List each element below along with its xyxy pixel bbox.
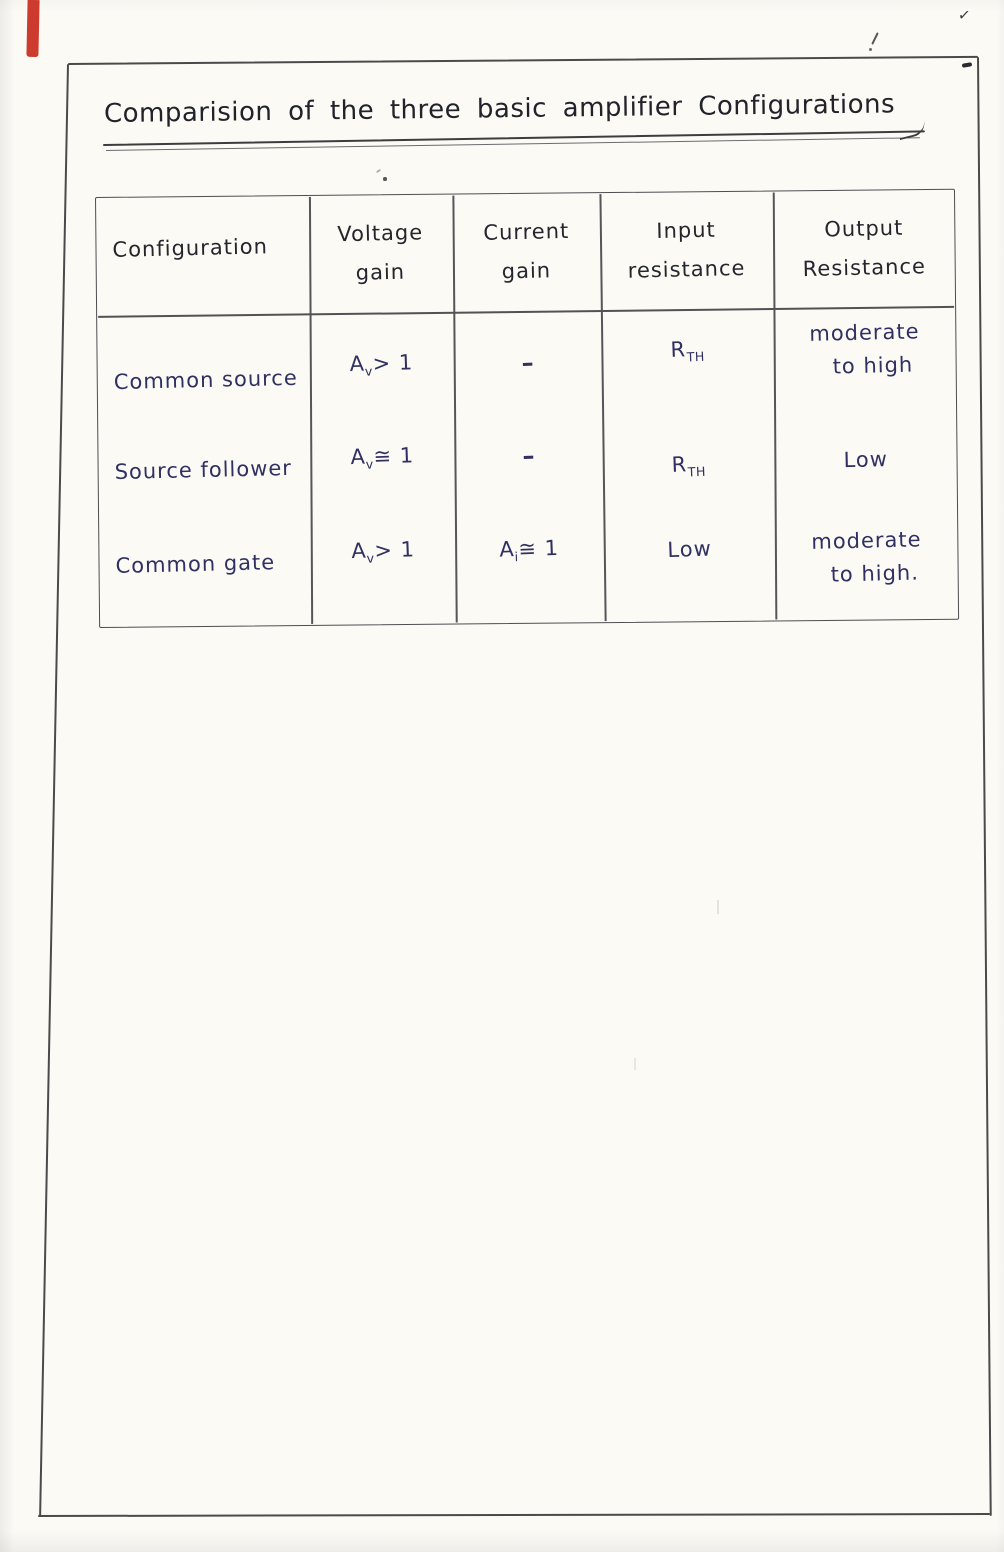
input-resistance-value: Low — [666, 535, 713, 562]
page-border-top — [68, 56, 978, 65]
configuration-value: Source follower — [114, 455, 293, 485]
cell-voltage-gain-r2 — [310, 416, 455, 521]
ink-dot-mark-small — [869, 48, 872, 51]
configuration-value: Common gate — [115, 549, 276, 578]
output-resistance-line1: moderate — [809, 318, 921, 346]
header-cell-voltage-gain — [308, 194, 453, 313]
output-resistance-line2: to high — [832, 352, 914, 378]
comparison-table — [95, 189, 959, 628]
header-cell-current-gain — [452, 192, 601, 311]
cell-current-gain-r1 — [453, 310, 602, 415]
input-resistance-value: RTH — [670, 336, 705, 364]
configuration-value: Common source — [113, 365, 299, 395]
header-label: gain — [501, 258, 552, 284]
header-label: resistance — [627, 255, 746, 283]
header-cell-configuration — [95, 195, 309, 315]
voltage-gain-value: Av> 1 — [349, 349, 415, 379]
header-label: Configuration — [112, 234, 269, 262]
current-gain-value: – — [521, 441, 536, 471]
output-resistance-line1: moderate — [811, 527, 923, 554]
ink-smudge-mark — [376, 169, 381, 174]
ink-dash-mark — [962, 62, 973, 68]
header-label: Voltage — [337, 220, 424, 247]
page-title: Comparision of the three basic amplifier Configurations — [103, 89, 896, 129]
cell-input-resistance-r2 — [602, 412, 775, 518]
cell-output-resistance-r2 — [774, 411, 958, 517]
cell-config-common-gate — [98, 521, 312, 628]
cell-voltage-gain-r3 — [311, 520, 456, 626]
header-label: Current — [483, 218, 570, 245]
red-margin-strip — [26, 0, 39, 57]
title-underline-flick — [897, 120, 928, 140]
cell-output-resistance-r1 — [773, 307, 957, 413]
output-resistance-line2: to high. — [830, 560, 920, 587]
paper-speck — [717, 900, 719, 914]
header-label: Resistance — [802, 254, 927, 282]
voltage-gain-value: Av≅ 1 — [350, 442, 415, 472]
table-grid — [95, 189, 959, 628]
cell-input-resistance-r1 — [601, 308, 774, 414]
ink-slash-mark — [871, 32, 878, 45]
cell-current-gain-r2 — [454, 414, 603, 519]
paper-speck — [634, 1058, 636, 1070]
header-label: Output — [824, 215, 904, 242]
checkmark-annotation: ✓ — [957, 5, 972, 25]
header-label: Input — [656, 217, 717, 244]
current-gain-value: Ai≅ 1 — [498, 535, 560, 565]
page-border-bottom — [38, 1513, 990, 1517]
current-gain-value: – — [520, 348, 535, 378]
cell-config-common-source — [96, 313, 310, 419]
page-border-right — [977, 57, 992, 1516]
voltage-gain-value: Av> 1 — [350, 537, 416, 566]
cell-input-resistance-r3 — [603, 516, 776, 623]
cell-output-resistance-r3 — [775, 515, 959, 622]
ink-dot-mark — [383, 177, 387, 181]
output-resistance-line1: Low — [843, 446, 889, 472]
input-resistance-value: RTH — [671, 451, 706, 479]
cell-config-source-follower — [97, 417, 311, 523]
cell-current-gain-r3 — [455, 518, 604, 624]
title-underline-second — [106, 137, 920, 151]
cell-voltage-gain-r1 — [309, 312, 454, 417]
header-cell-output-resistance — [772, 189, 956, 309]
header-cell-input-resistance — [600, 191, 773, 311]
page-border-left — [39, 64, 69, 1516]
header-label: gain — [355, 259, 406, 285]
